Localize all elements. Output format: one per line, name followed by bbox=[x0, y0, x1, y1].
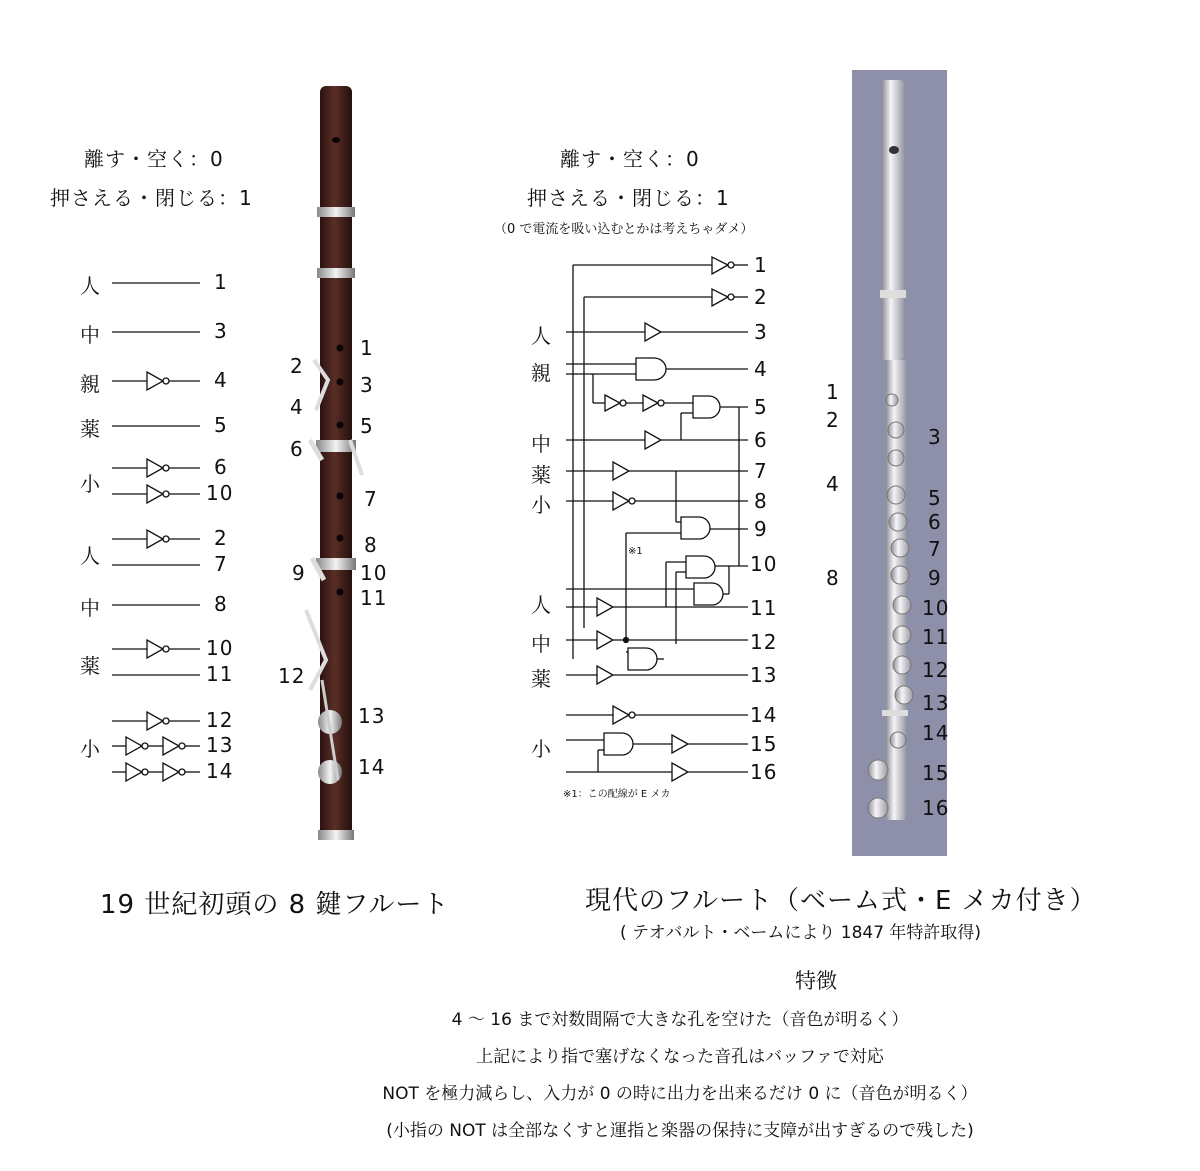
left-output-label: 14 bbox=[206, 759, 234, 783]
left-output-label: 8 bbox=[214, 592, 228, 616]
old-flute-label: 4 bbox=[290, 395, 304, 419]
modern-flute-label: 1 bbox=[826, 380, 840, 404]
old-flute-label: 11 bbox=[360, 586, 388, 610]
caption-old-flute: 19 世紀初頭の 8 鍵フルート bbox=[100, 890, 450, 920]
right-input-label: 薬 bbox=[531, 667, 552, 691]
old-flute-label: 12 bbox=[278, 664, 306, 688]
old-flute-label: 1 bbox=[360, 336, 374, 360]
left-output-label: 4 bbox=[214, 368, 228, 392]
caption-modern-sub: ( テオバルト・ベームにより 1847 年特許取得) bbox=[620, 923, 982, 943]
features-title: 特徴 bbox=[795, 969, 837, 993]
modern-flute-label: 3 bbox=[928, 425, 942, 449]
modern-flute-label: 9 bbox=[928, 566, 942, 590]
old-flute-label: 6 bbox=[290, 437, 304, 461]
right-output-label: 16 bbox=[750, 760, 778, 784]
left-finger-label: 人 bbox=[80, 274, 101, 298]
right-input-label: 親 bbox=[531, 361, 552, 385]
right-output-label: 1 bbox=[754, 253, 768, 277]
feature-line: 上記により指で塞げなくなった音孔はバッファで対応 bbox=[476, 1047, 884, 1067]
legend-right-closed: 押さえる・閉じる：1 bbox=[527, 186, 730, 210]
legend-right-note: （0 で電流を吸い込むとかは考えちゃダメ） bbox=[494, 222, 754, 237]
left-output-label: 6 bbox=[214, 455, 228, 479]
modern-flute-label: 6 bbox=[928, 510, 942, 534]
left-finger-label: 小 bbox=[80, 737, 101, 761]
old-flute-label: 3 bbox=[360, 373, 374, 397]
left-output-label: 11 bbox=[206, 662, 234, 686]
modern-flute-label: 2 bbox=[826, 408, 840, 432]
modern-flute-label: 11 bbox=[922, 625, 950, 649]
modern-flute-label: 10 bbox=[922, 596, 950, 620]
old-flute-label: 14 bbox=[358, 755, 386, 779]
note-marker: ※1 bbox=[628, 546, 643, 557]
right-input-label: 小 bbox=[531, 493, 552, 517]
right-output-label: 14 bbox=[750, 703, 778, 727]
left-finger-label: 薬 bbox=[80, 654, 101, 678]
modern-flute-label: 7 bbox=[928, 537, 942, 561]
legend-left-closed: 押さえる・閉じる：1 bbox=[50, 186, 253, 210]
left-finger-label: 中 bbox=[80, 323, 101, 347]
right-output-label: 15 bbox=[750, 732, 778, 756]
left-output-label: 1 bbox=[214, 270, 228, 294]
right-output-label: 6 bbox=[754, 428, 768, 452]
right-output-label: 7 bbox=[754, 459, 768, 483]
left-output-label: 13 bbox=[206, 733, 234, 757]
right-output-label: 5 bbox=[754, 395, 768, 419]
right-input-label: 小 bbox=[531, 737, 552, 761]
modern-flute-label: 16 bbox=[922, 796, 950, 820]
left-finger-label: 親 bbox=[80, 372, 101, 396]
right-output-label: 4 bbox=[754, 357, 768, 381]
feature-line: 4 ～ 16 まで対数間隔で大きな孔を空けた（音色が明るく） bbox=[451, 1010, 909, 1030]
left-finger-label: 小 bbox=[80, 472, 101, 496]
left-finger-label: 中 bbox=[80, 596, 101, 620]
modern-flute-label: 14 bbox=[922, 721, 950, 745]
right-output-label: 12 bbox=[750, 630, 778, 654]
right-input-label: 人 bbox=[531, 593, 552, 617]
left-output-label: 2 bbox=[214, 526, 228, 550]
right-input-label: 中 bbox=[531, 432, 552, 456]
right-output-label: 9 bbox=[754, 517, 768, 541]
left-finger-label: 薬 bbox=[80, 417, 101, 441]
right-output-label: 3 bbox=[754, 320, 768, 344]
right-input-label: 人 bbox=[531, 324, 552, 348]
left-output-label: 10 bbox=[206, 481, 234, 505]
old-flute-label: 13 bbox=[358, 704, 386, 728]
feature-line: (小指の NOT は全部なくすと運指と楽器の保持に支障が出すぎるので残した) bbox=[386, 1121, 974, 1141]
legend-right-open: 離す・空く：0 bbox=[560, 147, 700, 171]
left-finger-label: 人 bbox=[80, 544, 101, 568]
right-input-label: 薬 bbox=[531, 463, 552, 487]
modern-flute-label: 5 bbox=[928, 486, 942, 510]
modern-flute-label: 15 bbox=[922, 761, 950, 785]
left-output-label: 5 bbox=[214, 413, 228, 437]
old-flute-label: 7 bbox=[364, 487, 378, 511]
modern-flute-label: 4 bbox=[826, 472, 840, 496]
feature-line: NOT を極力減らし、入力が 0 の時に出力を出来るだけ 0 に（音色が明るく） bbox=[382, 1084, 978, 1104]
right-output-label: 13 bbox=[750, 663, 778, 687]
left-output-label: 7 bbox=[214, 552, 228, 576]
old-flute-label: 2 bbox=[290, 354, 304, 378]
right-output-label: 11 bbox=[750, 596, 778, 620]
modern-flute-label: 13 bbox=[922, 691, 950, 715]
old-flute-label: 9 bbox=[292, 561, 306, 585]
old-flute-label: 5 bbox=[360, 414, 374, 438]
right-output-label: 8 bbox=[754, 489, 768, 513]
old-flute-label: 8 bbox=[364, 533, 378, 557]
old-flute-label: 10 bbox=[360, 561, 388, 585]
right-output-label: 10 bbox=[750, 552, 778, 576]
left-output-label: 10 bbox=[206, 636, 234, 660]
left-output-label: 3 bbox=[214, 319, 228, 343]
legend-left-open: 離す・空く：0 bbox=[84, 147, 224, 171]
footnote: ※1：この配線が E メカ bbox=[563, 789, 671, 800]
modern-flute-label: 12 bbox=[922, 658, 950, 682]
left-output-label: 12 bbox=[206, 708, 234, 732]
right-input-label: 中 bbox=[531, 632, 552, 656]
modern-flute-label: 8 bbox=[826, 566, 840, 590]
right-output-label: 2 bbox=[754, 285, 768, 309]
caption-modern-flute: 現代のフルート（ベーム式・E メカ付き） bbox=[585, 886, 1097, 916]
